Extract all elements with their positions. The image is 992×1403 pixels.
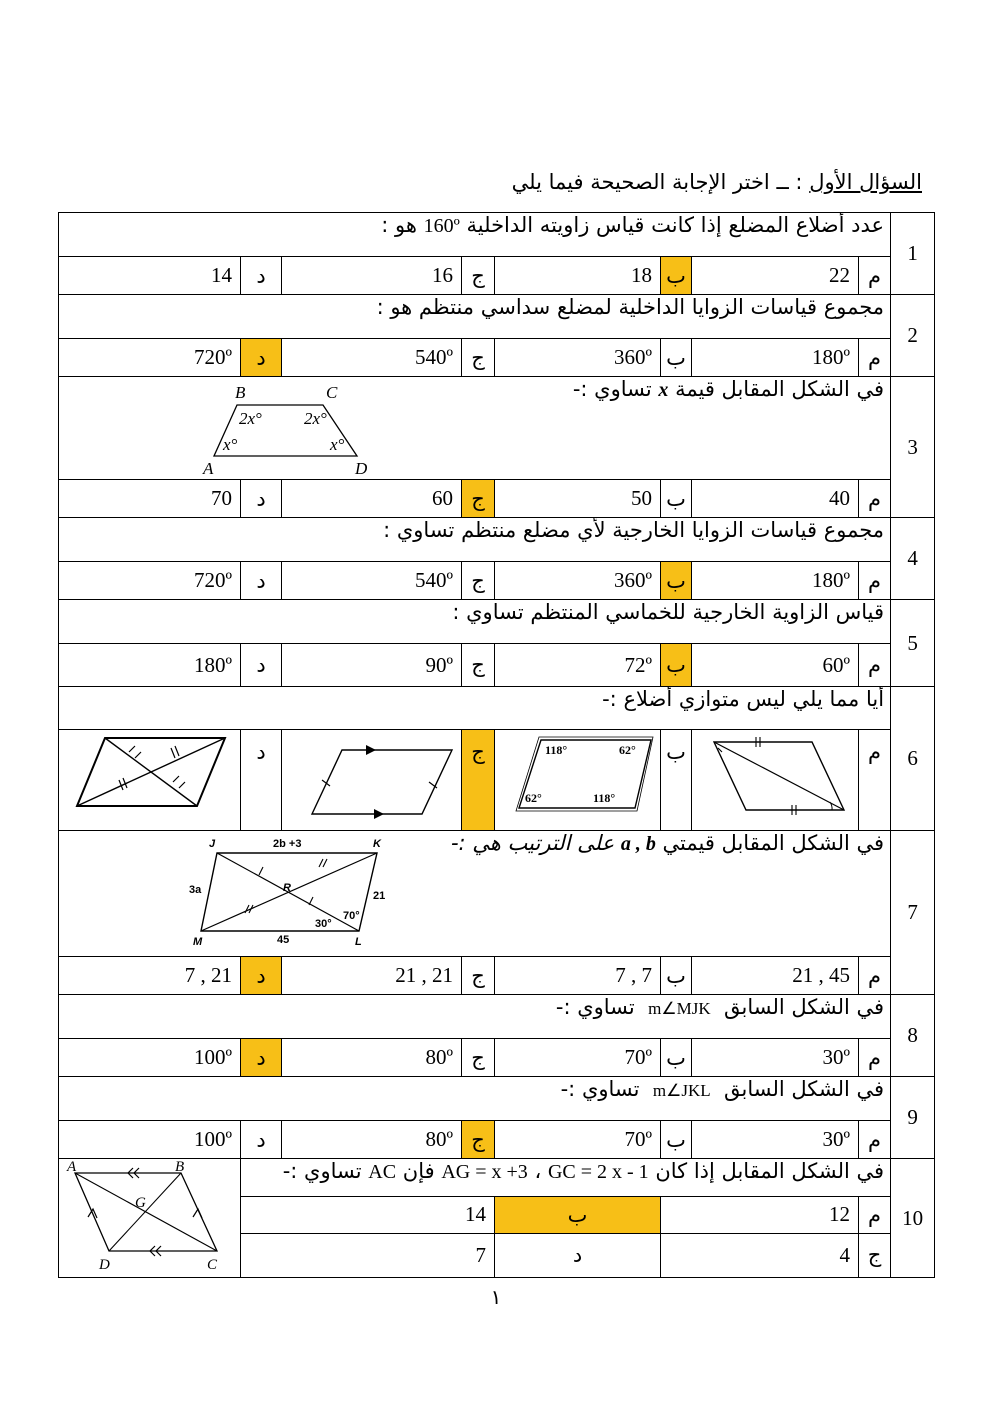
- option-value[interactable]: 540º: [282, 339, 462, 377]
- option-label: د: [495, 1233, 661, 1277]
- option-value[interactable]: 180º: [59, 644, 241, 687]
- vertex-d: D: [99, 1257, 110, 1273]
- vertex-a: A: [203, 459, 214, 478]
- option-value[interactable]: 100º: [59, 1039, 241, 1077]
- question-number: 9: [891, 1077, 935, 1159]
- option-label-correct: د: [241, 1039, 282, 1077]
- option-value[interactable]: 7 , 7: [495, 957, 661, 995]
- option-value[interactable]: 360º: [495, 339, 661, 377]
- question-3-text: في الشكل المقابل قيمة x تساوي :- B C A D 2x° 2x° x° x°: [59, 377, 891, 480]
- option-value[interactable]: 21 , 45: [692, 957, 859, 995]
- vertex-c: C: [207, 1257, 218, 1273]
- option-label-correct: د: [241, 339, 282, 377]
- option-label: م: [859, 1121, 891, 1159]
- option-label: م: [859, 957, 891, 995]
- question-6-text: أيا مما يلي ليس متوازي أضلاع :-: [59, 687, 891, 730]
- question-4: [59, 518, 935, 562]
- center-g: G: [135, 1195, 146, 1211]
- option-value[interactable]: 16: [282, 257, 462, 295]
- angle-label: 118°: [593, 791, 616, 805]
- option-value[interactable]: 180º: [692, 562, 859, 600]
- angle-label: 2x°: [304, 409, 327, 428]
- option-label: ب: [661, 1121, 692, 1159]
- parallelogram-diagonal-figure: [692, 730, 859, 824]
- parallelogram-diagonals-figure: [59, 730, 239, 824]
- question-2-text: مجموع قياسات الزوايا الداخلية لمضلع سداسي منتظم هو :: [59, 295, 891, 339]
- option-label-correct: ب: [661, 257, 692, 295]
- option-value[interactable]: 720º: [59, 562, 241, 600]
- question-number: 1: [891, 213, 935, 295]
- angle-label: 2x°: [239, 409, 262, 428]
- question-1-text: عدد أضلاع المضلع إذا كانت قياس زاويته الداخلية 160º هو :: [59, 213, 891, 257]
- option-label-correct: ب: [661, 644, 692, 687]
- option-value[interactable]: 22: [692, 257, 859, 295]
- option-value[interactable]: 180º: [692, 339, 859, 377]
- question-7: [59, 831, 935, 957]
- angle-label: 118°: [545, 743, 568, 757]
- question-5: [59, 600, 935, 644]
- vertex-k: K: [373, 839, 381, 850]
- option-label: ج: [462, 562, 495, 600]
- page-number: ١: [490, 1285, 502, 1309]
- option-label: ج: [462, 1039, 495, 1077]
- option-label: د: [241, 644, 282, 687]
- option-label: د: [241, 257, 282, 295]
- question-6: [59, 687, 935, 730]
- option-label: ب: [661, 1039, 692, 1077]
- question-8-text: في الشكل السابق m∠MJK تساوي :-: [59, 995, 891, 1039]
- option-label: م: [859, 562, 891, 600]
- question-number: 6: [891, 687, 935, 831]
- parallelogram-angles-figure: [495, 730, 661, 824]
- option-label: د: [241, 480, 282, 518]
- angle-label: 62°: [525, 791, 542, 805]
- vertex-d: D: [355, 459, 368, 478]
- question-1: [59, 213, 935, 257]
- side-label: 21: [373, 890, 386, 902]
- option-label: د: [241, 562, 282, 600]
- question-number: 10: [891, 1159, 935, 1278]
- vertex-a: A: [67, 1159, 77, 1175]
- option-label: ب: [661, 957, 692, 995]
- questions-table: [58, 212, 935, 1278]
- parallelogram-abcd-figure: [59, 1159, 241, 1277]
- angle-label: 30°: [315, 918, 332, 930]
- center-r: R: [283, 882, 291, 894]
- option-value[interactable]: 90º: [282, 644, 462, 687]
- question-9-text: في الشكل السابق m∠JKL تساوي :-: [59, 1077, 891, 1121]
- question-number: 4: [891, 518, 935, 600]
- option-label: م: [859, 1197, 891, 1233]
- section-heading: [512, 170, 922, 194]
- option-label: ب: [661, 339, 692, 377]
- option-value[interactable]: 7: [241, 1233, 495, 1277]
- vertex-l: L: [355, 936, 362, 948]
- question-number: 5: [891, 600, 935, 687]
- option-label: م: [859, 480, 891, 518]
- option-label: م: [859, 257, 891, 295]
- vertex-c: C: [326, 383, 338, 402]
- question-3: [59, 377, 935, 480]
- option-label-correct: ج: [462, 480, 495, 518]
- option-value[interactable]: 30º: [692, 1039, 859, 1077]
- question-number: 8: [891, 995, 935, 1077]
- option-value[interactable]: 80º: [282, 1121, 462, 1159]
- angle-label: x°: [330, 435, 345, 454]
- angle-label: 62°: [619, 743, 636, 757]
- option-value[interactable]: 100º: [59, 1121, 241, 1159]
- option-value[interactable]: 14: [59, 257, 241, 295]
- option-label-correct: ب: [495, 1197, 661, 1233]
- option-label-correct: د: [241, 957, 282, 995]
- question-5-text: قياس الزاوية الخارجية للخماسي المنتظم تساوي :: [59, 600, 891, 644]
- option-label: د: [241, 730, 282, 831]
- option-label: ج: [462, 957, 495, 995]
- option-value[interactable]: 50: [495, 480, 661, 518]
- side-label: 45: [277, 934, 290, 946]
- option-value[interactable]: 540º: [282, 562, 462, 600]
- option-figure-b[interactable]: [495, 730, 661, 831]
- option-figure-d[interactable]: [59, 730, 241, 831]
- option-value[interactable]: 21 , 21: [282, 957, 462, 995]
- parallelogram-arrows-figure: [282, 730, 462, 824]
- option-value[interactable]: 40: [692, 480, 859, 518]
- angle-label: 70°: [343, 910, 360, 922]
- question-number: 2: [891, 295, 935, 377]
- option-value[interactable]: 360º: [495, 562, 661, 600]
- vertex-b: B: [235, 383, 246, 402]
- question-8: [59, 995, 935, 1039]
- option-label: ج: [462, 339, 495, 377]
- question-10-text: في الشكل المقابل إذا كان AG = x +3 ، GC = 2 x - 1 فإن AC تساوي :-: [241, 1159, 891, 1197]
- option-label-correct: ج: [462, 1121, 495, 1159]
- vertex-m: M: [193, 936, 203, 948]
- question-number: 3: [891, 377, 935, 518]
- question-7-text: في الشكل المقابل قيمتي a , b على الترتيب هي :- J K M L R 2b +3 3a 21 45 30° 70°: [59, 831, 891, 957]
- option-value[interactable]: 18: [495, 257, 661, 295]
- side-label: 3a: [189, 884, 202, 896]
- vertex-b: B: [175, 1159, 185, 1175]
- option-value[interactable]: 4: [661, 1233, 859, 1277]
- option-value[interactable]: 30º: [692, 1121, 859, 1159]
- question-9: [59, 1077, 935, 1121]
- option-value[interactable]: 70º: [495, 1121, 661, 1159]
- option-value[interactable]: 70º: [495, 1039, 661, 1077]
- option-label: ج: [462, 257, 495, 295]
- option-label: م: [859, 1039, 891, 1077]
- trapezoid-figure: [199, 380, 399, 480]
- question-4-text: مجموع قياسات الزوايا الخارجية لأي مضلع منتظم تساوي :: [59, 518, 891, 562]
- heading-separator: : ــ: [776, 170, 803, 194]
- angle-label: x°: [223, 435, 238, 454]
- option-value[interactable]: 7 , 21: [59, 957, 241, 995]
- option-value[interactable]: 12: [661, 1197, 859, 1233]
- option-label: ج: [462, 644, 495, 687]
- option-value[interactable]: 80º: [282, 1039, 462, 1077]
- option-label-correct: ب: [661, 562, 692, 600]
- question-10: [59, 1159, 935, 1197]
- option-label: م: [859, 644, 891, 687]
- heading-label: السؤال الأول: [809, 170, 922, 194]
- vertex-j: J: [209, 839, 216, 850]
- option-label-correct: ج: [462, 730, 495, 831]
- q10-figure-cell: [59, 1159, 241, 1278]
- option-label: م: [859, 730, 891, 831]
- option-label: ب: [661, 480, 692, 518]
- option-label: ب: [661, 730, 692, 831]
- option-label: ج: [859, 1233, 891, 1277]
- option-label: م: [859, 339, 891, 377]
- heading-instruction: اختر الإجابة الصحيحة فيما يلي: [511, 170, 770, 194]
- question-2: [59, 295, 935, 339]
- option-figure-c[interactable]: [282, 730, 462, 831]
- option-value[interactable]: 72º: [495, 644, 661, 687]
- option-value[interactable]: 70: [59, 480, 241, 518]
- parallelogram-jklm-figure: [189, 839, 409, 951]
- option-figure-a[interactable]: [692, 730, 859, 831]
- option-value[interactable]: 60º: [692, 644, 859, 687]
- question-number: 7: [891, 831, 935, 995]
- option-value[interactable]: 60: [282, 480, 462, 518]
- option-value[interactable]: 14: [241, 1197, 495, 1233]
- option-value[interactable]: 720º: [59, 339, 241, 377]
- option-label: د: [241, 1121, 282, 1159]
- side-label: 2b +3: [273, 839, 302, 850]
